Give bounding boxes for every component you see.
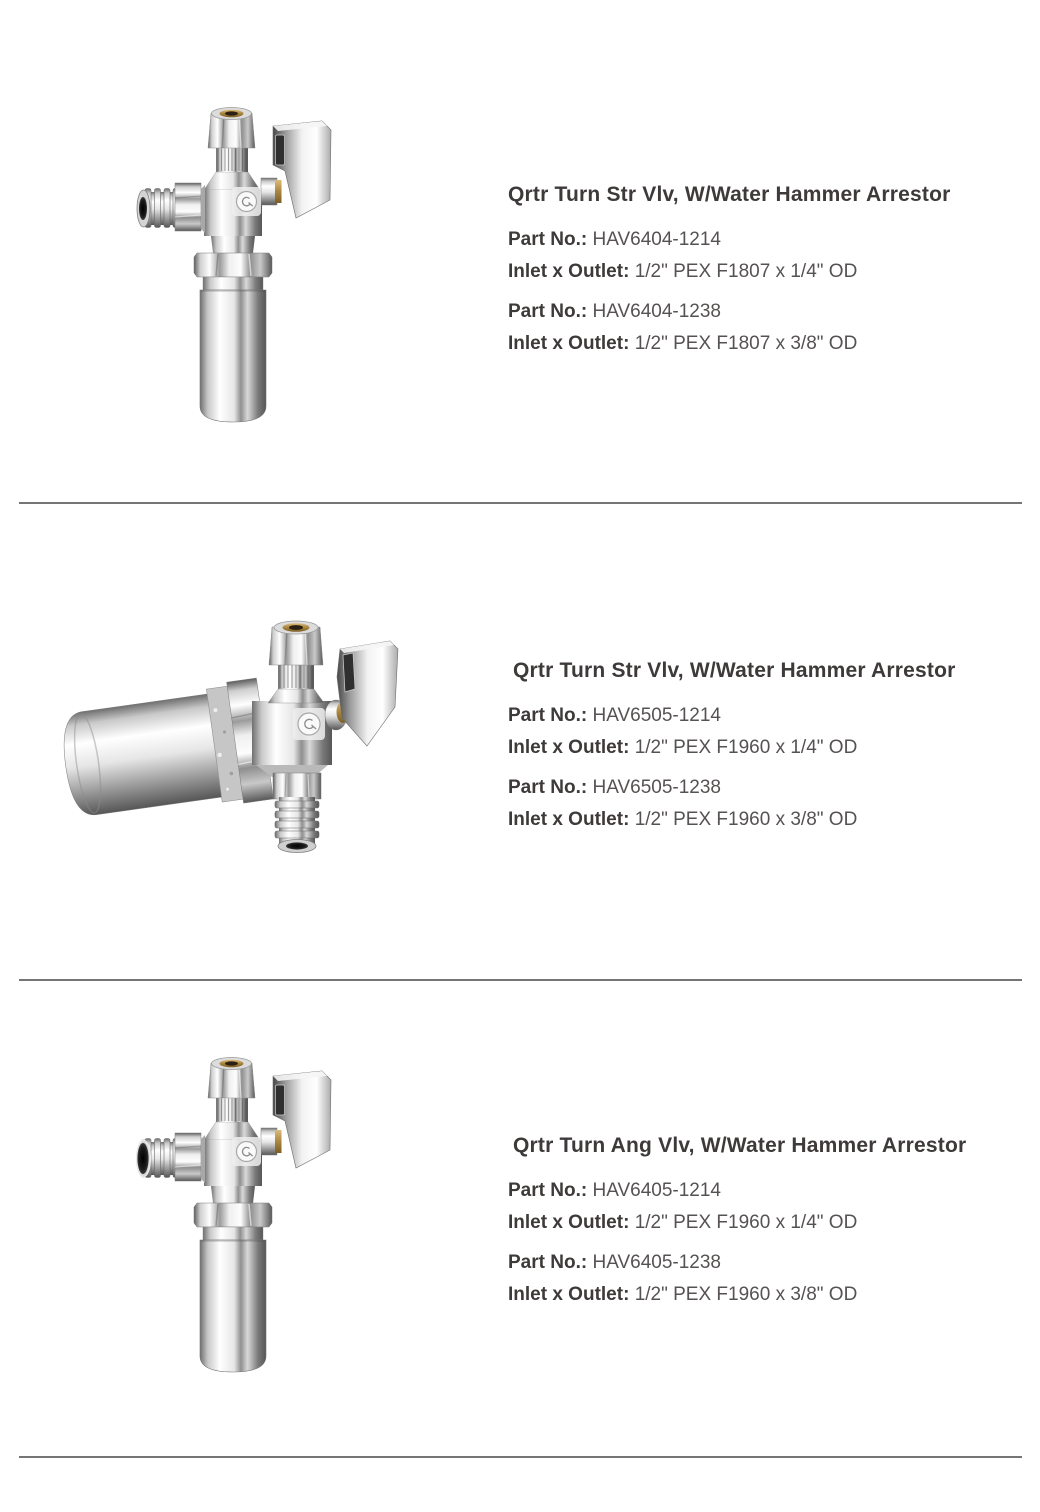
section-divider — [19, 1456, 1022, 1458]
inlet-outlet-label: Inlet x Outlet: — [508, 333, 630, 354]
product-title: Qrtr Turn Ang Vlv, W/Water Hammer Arrestor — [513, 1134, 967, 1157]
section-divider — [19, 979, 1022, 981]
variant-block — [508, 1175, 1028, 1239]
part-no-line — [508, 772, 1028, 804]
angle-valve-vertical-arrestor-illustration — [115, 1055, 345, 1400]
variant-block — [508, 772, 1028, 836]
product-info-3 — [508, 1133, 1028, 1319]
part-no-value: HAV6505-1238 — [592, 777, 721, 798]
inlet-outlet-label: Inlet x Outlet: — [508, 1212, 630, 1233]
inlet-outlet-value: 1/2" PEX F1960 x 1/4" OD — [634, 1212, 858, 1233]
part-no-label: Part No.: — [508, 1180, 588, 1201]
product-photo-1 — [115, 105, 345, 450]
part-no-line — [508, 1175, 1028, 1207]
part-no-label: Part No.: — [508, 705, 588, 726]
inlet-outlet-label: Inlet x Outlet: — [508, 1284, 630, 1305]
straight-valve-horizontal-arrestor-illustration — [52, 615, 412, 860]
part-no-value: HAV6404-1214 — [592, 229, 721, 250]
part-no-label: Part No.: — [508, 229, 588, 250]
inlet-outlet-value: 1/2" PEX F1807 x 1/4" OD — [634, 261, 858, 282]
part-no-line — [508, 296, 1028, 328]
inlet-outlet-value: 1/2" PEX F1960 x 3/8" OD — [634, 1284, 858, 1305]
part-no-value: HAV6405-1214 — [592, 1180, 721, 1201]
variant-block — [508, 1247, 1028, 1311]
inlet-outlet-line — [508, 1207, 1028, 1239]
part-no-label: Part No.: — [508, 1252, 588, 1273]
product-info-2 — [508, 658, 1028, 844]
product-info-1 — [508, 182, 1028, 368]
part-no-line — [508, 224, 1028, 256]
inlet-outlet-value: 1/2" PEX F1960 x 3/8" OD — [634, 809, 858, 830]
product-title: Qrtr Turn Str Vlv, W/Water Hammer Arrestor — [513, 659, 956, 682]
variant-block — [508, 224, 1028, 288]
section-divider — [19, 502, 1022, 504]
inlet-outlet-line — [508, 256, 1028, 288]
part-no-line — [508, 1247, 1028, 1279]
inlet-outlet-value: 1/2" PEX F1807 x 3/8" OD — [634, 333, 858, 354]
variant-block — [508, 296, 1028, 360]
product-title: Qrtr Turn Str Vlv, W/Water Hammer Arrestor — [508, 183, 951, 206]
product-photo-3 — [115, 1055, 345, 1400]
part-no-label: Part No.: — [508, 777, 588, 798]
product-photo-2 — [52, 615, 412, 860]
inlet-outlet-label: Inlet x Outlet: — [508, 809, 630, 830]
inlet-outlet-line — [508, 328, 1028, 360]
part-no-value: HAV6405-1238 — [592, 1252, 721, 1273]
part-no-value: HAV6404-1238 — [592, 301, 721, 322]
inlet-outlet-line — [508, 1279, 1028, 1311]
inlet-outlet-line — [508, 732, 1028, 764]
inlet-outlet-value: 1/2" PEX F1960 x 1/4" OD — [634, 737, 858, 758]
inlet-outlet-label: Inlet x Outlet: — [508, 737, 630, 758]
inlet-outlet-line — [508, 804, 1028, 836]
part-no-value: HAV6505-1214 — [592, 705, 721, 726]
inlet-outlet-label: Inlet x Outlet: — [508, 261, 630, 282]
variant-block — [508, 700, 1028, 764]
part-no-label: Part No.: — [508, 301, 588, 322]
part-no-line — [508, 700, 1028, 732]
straight-valve-vertical-arrestor-illustration — [115, 105, 345, 450]
